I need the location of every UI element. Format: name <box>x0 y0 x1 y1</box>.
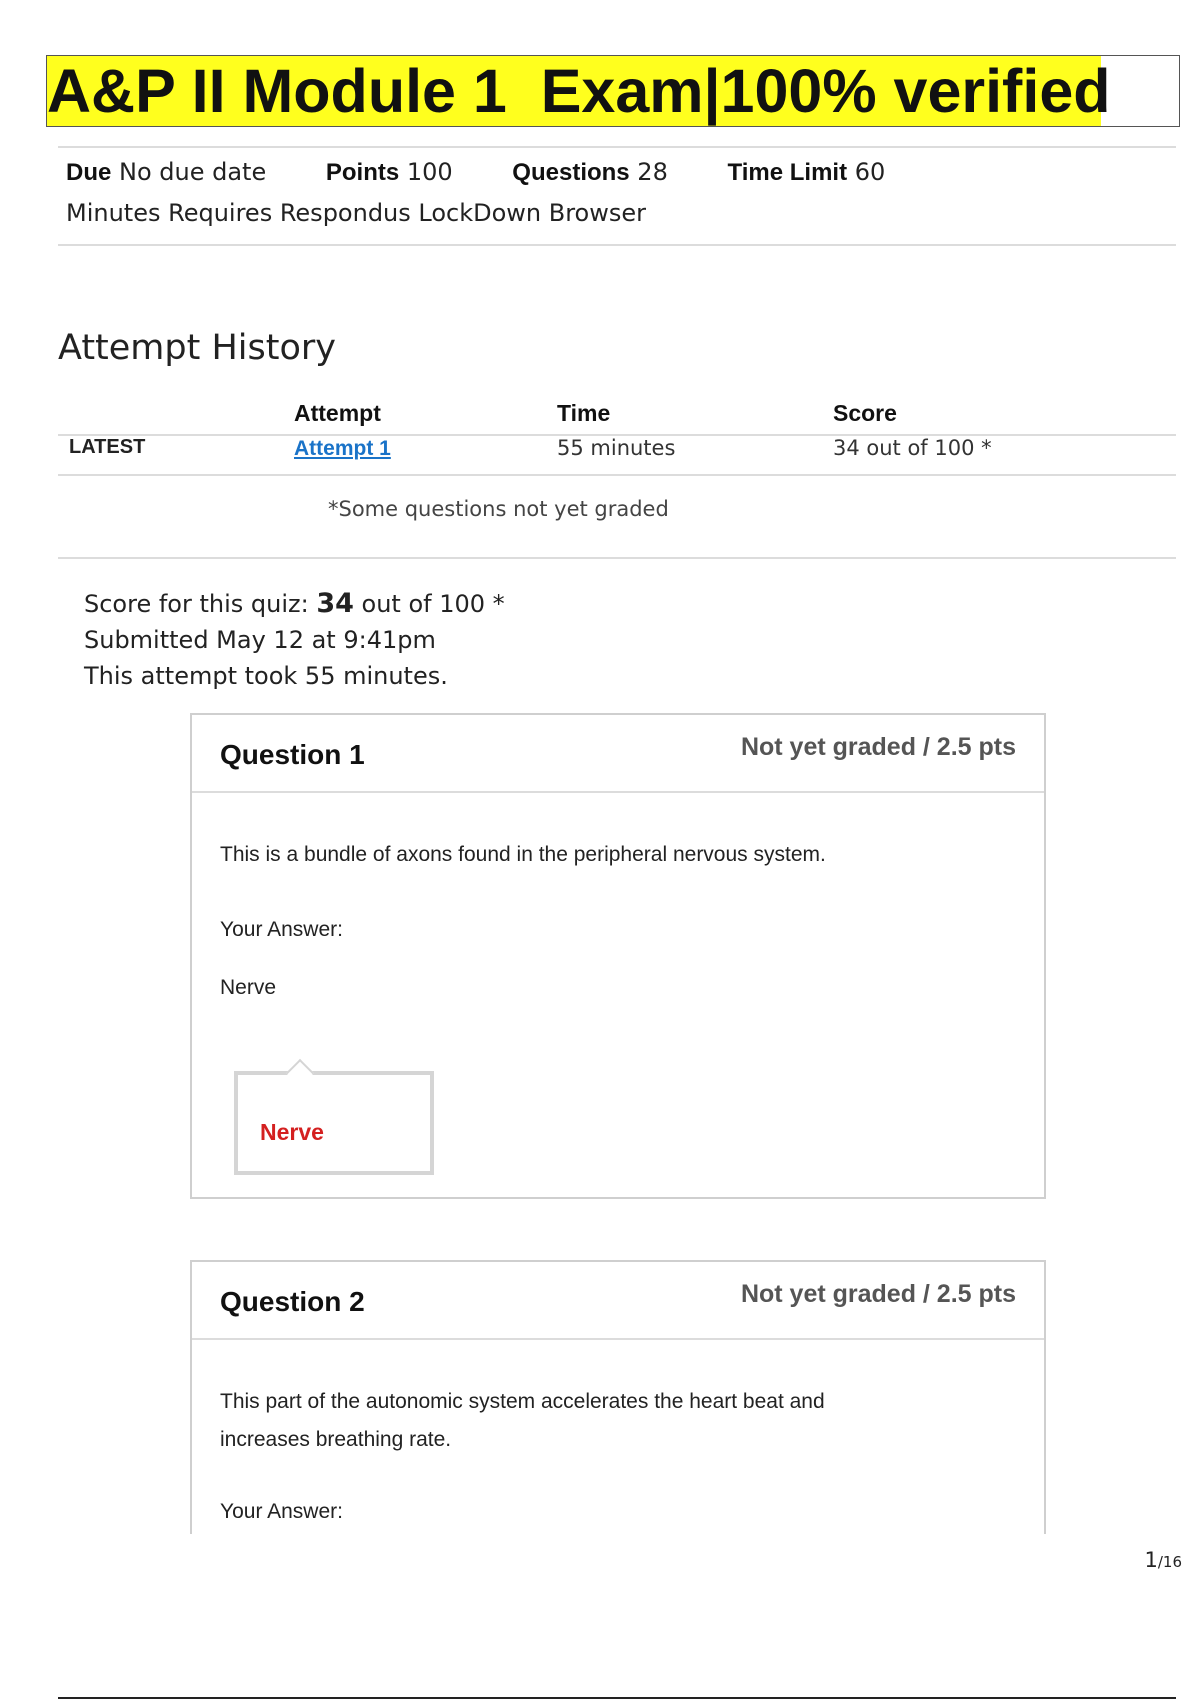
question-status: Not yet graded / 2.5 pts <box>740 733 1016 761</box>
time-limit-value: 60 <box>854 158 886 186</box>
points-label: Points <box>325 159 400 186</box>
duration-text: This attempt took 55 minutes. <box>84 662 448 690</box>
question-status: Not yet graded / 2.5 pts <box>740 1280 1016 1308</box>
score-value: 34 <box>316 588 354 619</box>
time-limit-label: Time Limit <box>727 159 848 186</box>
col-attempt-header: Attempt <box>294 400 381 426</box>
score-cell: 34 out of 100 * <box>833 436 992 460</box>
question-prompt-line-2: increases breathing rate. <box>220 1428 452 1451</box>
question-title: Question 2 <box>220 1286 365 1317</box>
time-cell: 55 minutes <box>557 436 676 460</box>
divider <box>58 557 1176 559</box>
score-suffix: out of 100 * <box>353 590 505 618</box>
score-prefix: Score for this quiz: <box>84 590 317 618</box>
question-card <box>190 713 1046 1199</box>
due-value: No due date <box>118 158 267 186</box>
divider <box>58 146 1176 148</box>
page-number <box>1144 1548 1182 1572</box>
points-value: 100 <box>406 158 453 186</box>
document-title: A&P II Module 1 Exam|100% verified <box>47 57 1111 125</box>
grading-note: *Some questions not yet graded <box>328 497 669 521</box>
your-answer: Nerve <box>220 976 277 999</box>
meta-line-2: Minutes Requires Respondus LockDown Browser <box>66 199 647 227</box>
page-current: 1 <box>1144 1548 1158 1572</box>
col-time-header: Time <box>557 400 611 426</box>
score-summary <box>84 586 505 694</box>
questions-label: Questions <box>512 159 630 186</box>
correct-answer: Nerve <box>260 1119 324 1145</box>
questions-value: 28 <box>637 158 668 186</box>
question-prompt-line-1: This part of the autonomic system accelerates the heart beat and <box>220 1390 825 1413</box>
submitted-text: Submitted May 12 at 9:41pm <box>84 626 436 654</box>
answer-label: Your Answer: <box>220 918 343 941</box>
question-card <box>190 1260 1046 1534</box>
table-row-divider <box>58 474 1176 476</box>
col-score-header: Score <box>833 400 897 426</box>
correct-answer-box <box>234 1071 434 1175</box>
callout-arrow <box>286 1059 314 1087</box>
quiz-meta <box>66 152 1166 233</box>
due-label: Due <box>66 159 112 186</box>
answer-label: Your Answer: <box>220 1500 343 1523</box>
attempt-link[interactable]: Attempt 1 <box>294 437 391 460</box>
question-header <box>192 1262 1044 1340</box>
footer-rule <box>58 1697 1176 1699</box>
latest-label: LATEST <box>69 436 146 458</box>
question-title: Question 1 <box>220 739 365 770</box>
divider <box>58 244 1176 246</box>
page-total: /16 <box>1157 1553 1182 1571</box>
attempt-cell <box>294 436 391 461</box>
question-prompt: This is a bundle of axons found in the peripheral nervous system. <box>220 843 826 866</box>
question-header <box>192 715 1044 793</box>
title-box <box>46 55 1180 127</box>
attempt-history-heading: Attempt History <box>58 328 336 368</box>
